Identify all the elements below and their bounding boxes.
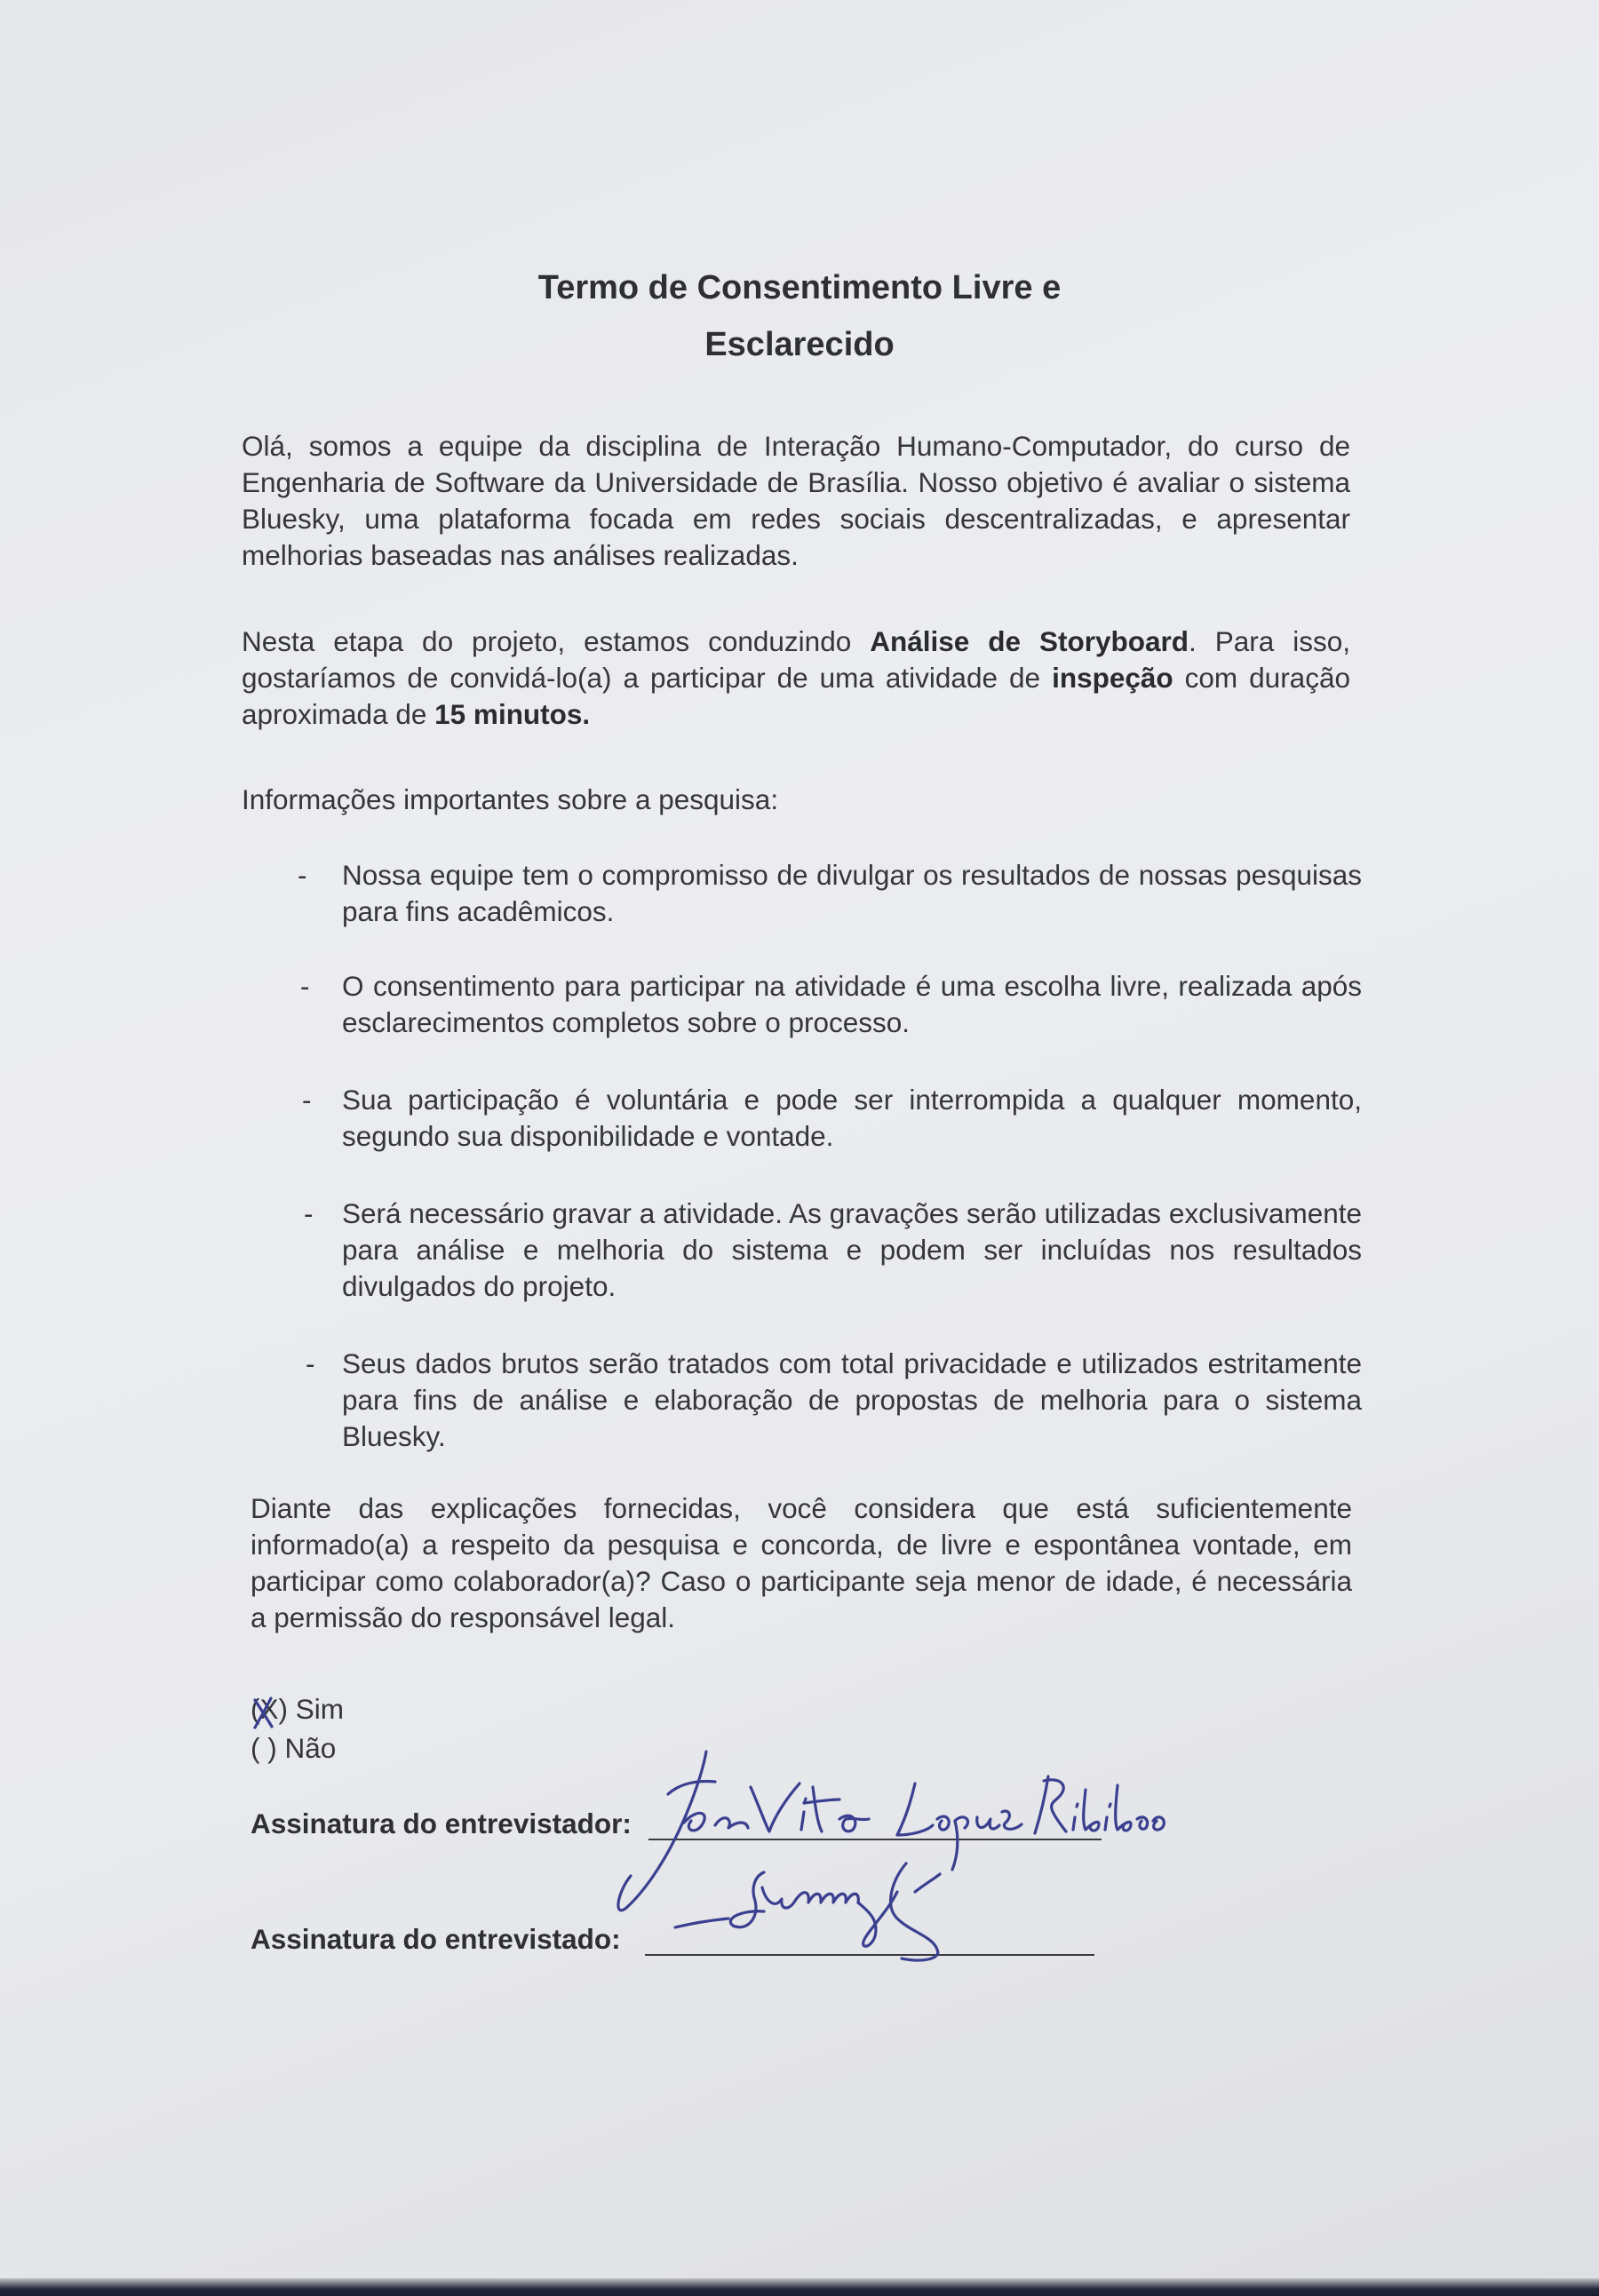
bullet-item: Sua participação é voluntária e pode ser interrompida a qualquer momento, segundo sua disponibilidade e vontade. xyxy=(342,1084,1362,1152)
info-heading: Informações importantes sobre a pesquisa: xyxy=(242,783,779,815)
bullet-marker: - xyxy=(300,970,310,1002)
interviewer-signature-icon xyxy=(618,1752,1164,1911)
bullet-item: Será necessário gravar a atividade. As gravações serão utilizadas exclusivamente para análise e melhoria do sistema e podem ser incluídas nos resultados divulgados do projeto. xyxy=(342,1197,1362,1302)
option-yes-label: (X) Sim xyxy=(251,1693,344,1725)
bullet-marker: - xyxy=(306,1347,315,1379)
bullet-marker: - xyxy=(304,1197,314,1229)
stage-bold-duration: 15 minutos. xyxy=(434,698,591,730)
bullet-marker: - xyxy=(302,1084,312,1116)
title-line-2: Esclarecido xyxy=(704,326,895,363)
intro-paragraph: Olá, somos a equipe da disciplina de Interação Humano-Computador, do curso de Engenharia de Software da Universidade de Brasília. Nosso objetivo é avaliar o sistema Bluesky, uma plataforma focada em redes sociais descentralizadas, e apresentar melhorias baseadas nas análises realizadas. xyxy=(242,430,1350,571)
bullet-item: Nossa equipe tem o compromisso de divulgar os resultados de nossas pesquisas para fins acadêmicos. xyxy=(342,859,1362,927)
interviewee-signature-icon xyxy=(675,1863,940,1960)
interviewee-signature-label: Assinatura do entrevistado: xyxy=(251,1923,621,1955)
interviewer-signature-label: Assinatura do entrevistador: xyxy=(251,1807,632,1839)
stage-text-3: com duração aproximada de xyxy=(242,662,1350,730)
stage-bold-storyboard: Análise de Storyboard xyxy=(870,625,1189,657)
bullet-item: Seus dados brutos serão tratados com total privacidade e utilizados estritamente para fins de análise e elaboração de propostas de melhoria para o sistema Bluesky. xyxy=(342,1347,1362,1452)
bullet-marker: - xyxy=(298,859,307,891)
bullet-item: O consentimento para participar na atividade é uma escolha livre, realizada após esclarecimentos completos sobre o processo. xyxy=(342,970,1362,1038)
option-no-label: ( ) Não xyxy=(251,1732,337,1764)
title-line-1: Termo de Consentimento Livre e xyxy=(537,269,1062,306)
checkmark-x-icon xyxy=(255,1698,272,1728)
consent-question: Diante das explicações fornecidas, você considera que está suficientemente informado(a) a respeito da pesquisa e concorda, de livre e espontânea vontade, em participar como colaborador(a)? Caso o participante seja menor de idade, é necessária a permissão do responsável legal. xyxy=(251,1492,1352,1633)
stage-text-2: . Para isso, gostaríamos de convidá-lo(a) a participar de uma atividade de xyxy=(242,625,1350,694)
stage-text-1: Nesta etapa do projeto, estamos conduzindo xyxy=(242,625,871,657)
page-bottom-edge xyxy=(0,2278,1599,2296)
stage-bold-inspecao: inspeção xyxy=(1052,662,1173,694)
